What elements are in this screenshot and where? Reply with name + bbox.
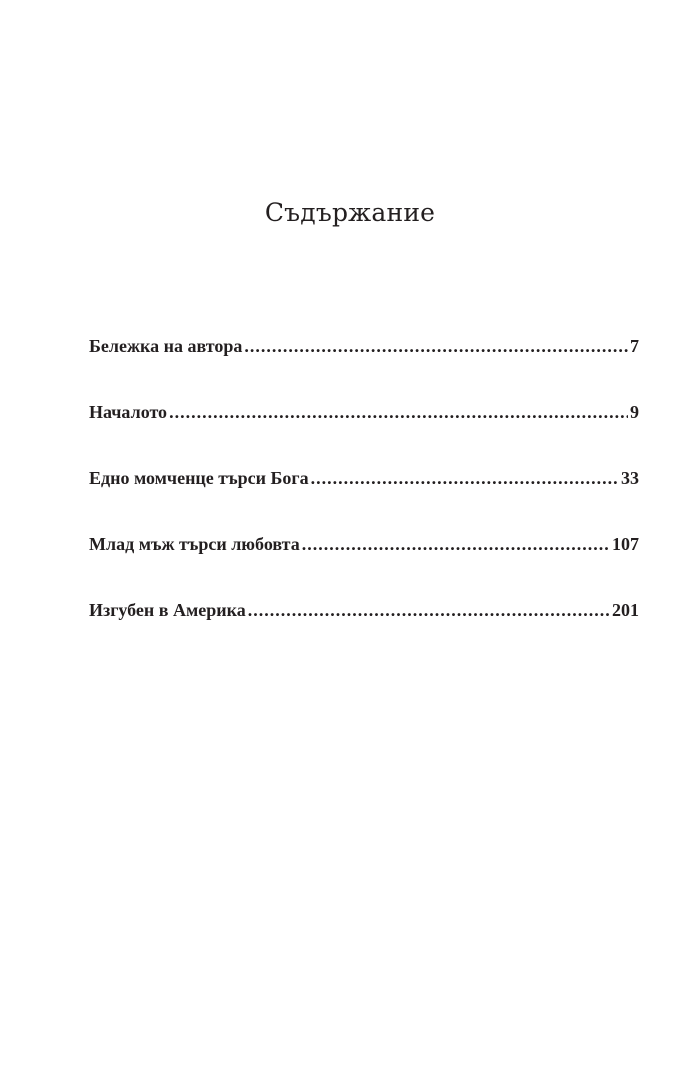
toc-entry-label: Млад мъж търси любовта	[89, 534, 300, 554]
toc-dot-leader	[311, 468, 619, 489]
toc-entry[interactable]	[89, 336, 639, 402]
toc-dot-leader	[302, 534, 610, 555]
toc-dot-leader	[244, 336, 628, 357]
toc-entry-label: Началото	[89, 402, 168, 422]
toc-dot-leader	[248, 600, 610, 621]
toc-entry-label: Изгубен в Америка	[89, 600, 246, 620]
toc-entry-page: 33	[621, 468, 639, 488]
toc-entry-page: 9	[630, 402, 639, 422]
toc-entry[interactable]	[89, 468, 639, 534]
toc-entry-page: 107	[612, 534, 639, 554]
toc-entry[interactable]	[89, 402, 639, 468]
toc-entry-page: 7	[630, 336, 639, 356]
toc-dot-leader	[169, 402, 628, 423]
toc-entry-label: Бележка на автора	[89, 336, 243, 356]
toc-entry[interactable]	[89, 600, 639, 666]
toc-list	[89, 336, 639, 666]
toc-entry[interactable]	[89, 534, 639, 600]
toc-entry-page: 201	[612, 600, 639, 620]
toc-title: Съдържание	[264, 198, 436, 227]
toc-entry-label: Едно момченце търси Бога	[89, 468, 309, 488]
